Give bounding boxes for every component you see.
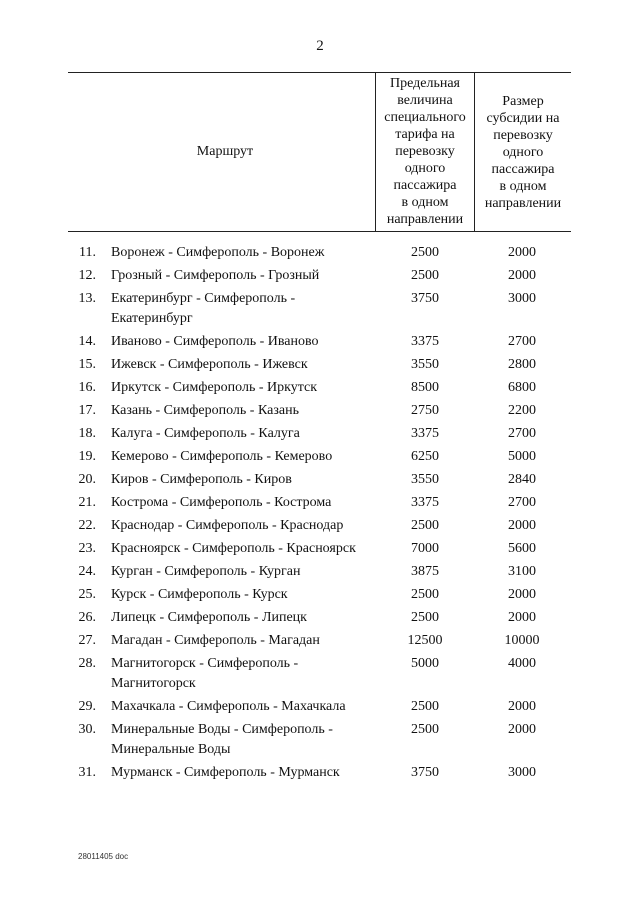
subsidy-value: 2700 <box>508 426 536 441</box>
route-name: Магнитогорск - Симферополь - Магнитогорск <box>111 656 299 691</box>
row-number: 23. <box>78 541 96 556</box>
tariff-value: 3550 <box>411 472 439 487</box>
subsidy-value: 4000 <box>508 656 536 671</box>
route-name: Мурманск - Симферополь - Мурманск <box>111 765 340 780</box>
table-row <box>0 654 640 697</box>
subsidy-value: 3000 <box>508 291 536 306</box>
table-row <box>0 378 640 401</box>
tariff-value: 2500 <box>411 699 439 714</box>
route-name: Ижевск - Симферополь - Ижевск <box>111 357 308 372</box>
route-name: Липецк - Симферополь - Липецк <box>111 610 307 625</box>
subsidy-value: 2000 <box>508 268 536 283</box>
tariff-value: 12500 <box>407 633 443 648</box>
row-number: 13. <box>78 291 96 306</box>
tariff-value: 3875 <box>411 564 439 579</box>
subsidy-value: 3100 <box>508 564 536 579</box>
tariff-value: 3550 <box>411 357 439 372</box>
subsidy-value: 2000 <box>508 518 536 533</box>
row-number: 20. <box>78 472 96 487</box>
route-name: Кемерово - Симферополь - Кемерово <box>111 449 333 464</box>
tariff-value: 3750 <box>411 765 439 780</box>
table-row <box>0 585 640 608</box>
table-row <box>0 608 640 631</box>
table-row <box>0 720 640 763</box>
table-row <box>0 266 640 289</box>
route-name: Воронеж - Симферополь - Воронеж <box>111 245 325 260</box>
tariff-value: 5000 <box>411 656 439 671</box>
table-row <box>0 243 640 266</box>
row-number: 21. <box>78 495 96 510</box>
subsidy-value: 2000 <box>508 699 536 714</box>
footer-code: 28011405 doc <box>78 852 129 861</box>
row-number: 29. <box>78 699 96 714</box>
table-row <box>0 539 640 562</box>
row-number: 12. <box>78 268 96 283</box>
route-name: Иваново - Симферополь - Иваново <box>111 334 319 349</box>
subsidy-value: 6800 <box>508 380 536 395</box>
tariff-value: 2500 <box>411 722 439 737</box>
route-name: Казань - Симферополь - Казань <box>111 403 299 418</box>
tariff-value: 2500 <box>411 518 439 533</box>
route-name: Краснодар - Симферополь - Краснодар <box>111 518 344 533</box>
route-name: Красноярск - Симферополь - Красноярск <box>111 541 356 556</box>
row-number: 14. <box>78 334 96 349</box>
tariff-value: 2500 <box>411 610 439 625</box>
table-row <box>0 763 640 786</box>
subsidy-value: 2200 <box>508 403 536 418</box>
row-number: 15. <box>78 357 96 372</box>
table-row <box>0 493 640 516</box>
table-row <box>0 562 640 585</box>
tariff-value: 8500 <box>411 380 439 395</box>
row-number: 31. <box>78 765 96 780</box>
table-row <box>0 470 640 493</box>
tariff-value: 7000 <box>411 541 439 556</box>
row-number: 22. <box>78 518 96 533</box>
row-number: 30. <box>78 722 96 737</box>
subsidy-value: 2000 <box>508 610 536 625</box>
row-number: 18. <box>78 426 96 441</box>
route-name: Минеральные Воды - Симферополь - Минеральные Воды <box>111 722 333 757</box>
row-number: 16. <box>78 380 96 395</box>
subsidy-value: 2700 <box>508 495 536 510</box>
tariff-value: 3375 <box>411 426 439 441</box>
table-row <box>0 516 640 539</box>
row-number: 24. <box>78 564 96 579</box>
table-row <box>0 631 640 654</box>
subsidy-value: 2000 <box>508 587 536 602</box>
header-tariff: Предельная величина специального тарифа на перевозку одного пассажира в одном направлении <box>384 76 466 227</box>
route-name: Киров - Симферополь - Киров <box>111 472 292 487</box>
subsidy-value: 2700 <box>508 334 536 349</box>
tariff-value: 6250 <box>411 449 439 464</box>
subsidy-value: 2000 <box>508 245 536 260</box>
subsidy-value: 2000 <box>508 722 536 737</box>
table-row <box>0 447 640 470</box>
subsidy-value: 10000 <box>504 633 540 648</box>
row-number: 17. <box>78 403 96 418</box>
row-number: 27. <box>78 633 96 648</box>
table-row <box>0 697 640 720</box>
table-row <box>0 289 640 332</box>
route-name: Иркутск - Симферополь - Иркутск <box>111 380 318 395</box>
row-number: 19. <box>78 449 96 464</box>
table-top-border <box>68 72 571 73</box>
header-subsidy: Размер субсидии на перевозку одного пассажира в одном направлении <box>484 94 562 211</box>
subsidy-value: 2840 <box>508 472 536 487</box>
table-row <box>0 355 640 378</box>
table-body <box>0 243 640 786</box>
tariff-value: 2750 <box>411 403 439 418</box>
tariff-value: 3375 <box>411 334 439 349</box>
tariff-value: 2500 <box>411 268 439 283</box>
subsidy-value: 3000 <box>508 765 536 780</box>
table-row <box>0 424 640 447</box>
route-name: Грозный - Симферополь - Грозный <box>111 268 320 283</box>
route-name: Махачкала - Симферополь - Махачкала <box>111 699 346 714</box>
subsidy-value: 2800 <box>508 357 536 372</box>
row-number: 28. <box>78 656 96 671</box>
subsidy-value: 5600 <box>508 541 536 556</box>
tariff-value: 2500 <box>411 587 439 602</box>
route-name: Екатеринбург - Симферополь - Екатеринбург <box>111 291 296 326</box>
subsidy-value: 5000 <box>508 449 536 464</box>
tariff-value: 3750 <box>411 291 439 306</box>
table-row <box>0 332 640 355</box>
route-name: Кострома - Симферополь - Кострома <box>111 495 332 510</box>
row-number: 11. <box>79 245 96 260</box>
route-name: Калуга - Симферополь - Калуга <box>111 426 300 441</box>
route-name: Магадан - Симферополь - Магадан <box>111 633 320 648</box>
page-number: 2 <box>316 38 324 54</box>
tariff-value: 3375 <box>411 495 439 510</box>
row-number: 26. <box>78 610 96 625</box>
row-number: 25. <box>78 587 96 602</box>
route-name: Курган - Симферополь - Курган <box>111 564 301 579</box>
header-route: Маршрут <box>196 144 254 159</box>
table-row <box>0 401 640 424</box>
table-header-bottom-border <box>68 231 571 232</box>
route-name: Курск - Симферополь - Курск <box>111 587 288 602</box>
tariff-value: 2500 <box>411 245 439 260</box>
